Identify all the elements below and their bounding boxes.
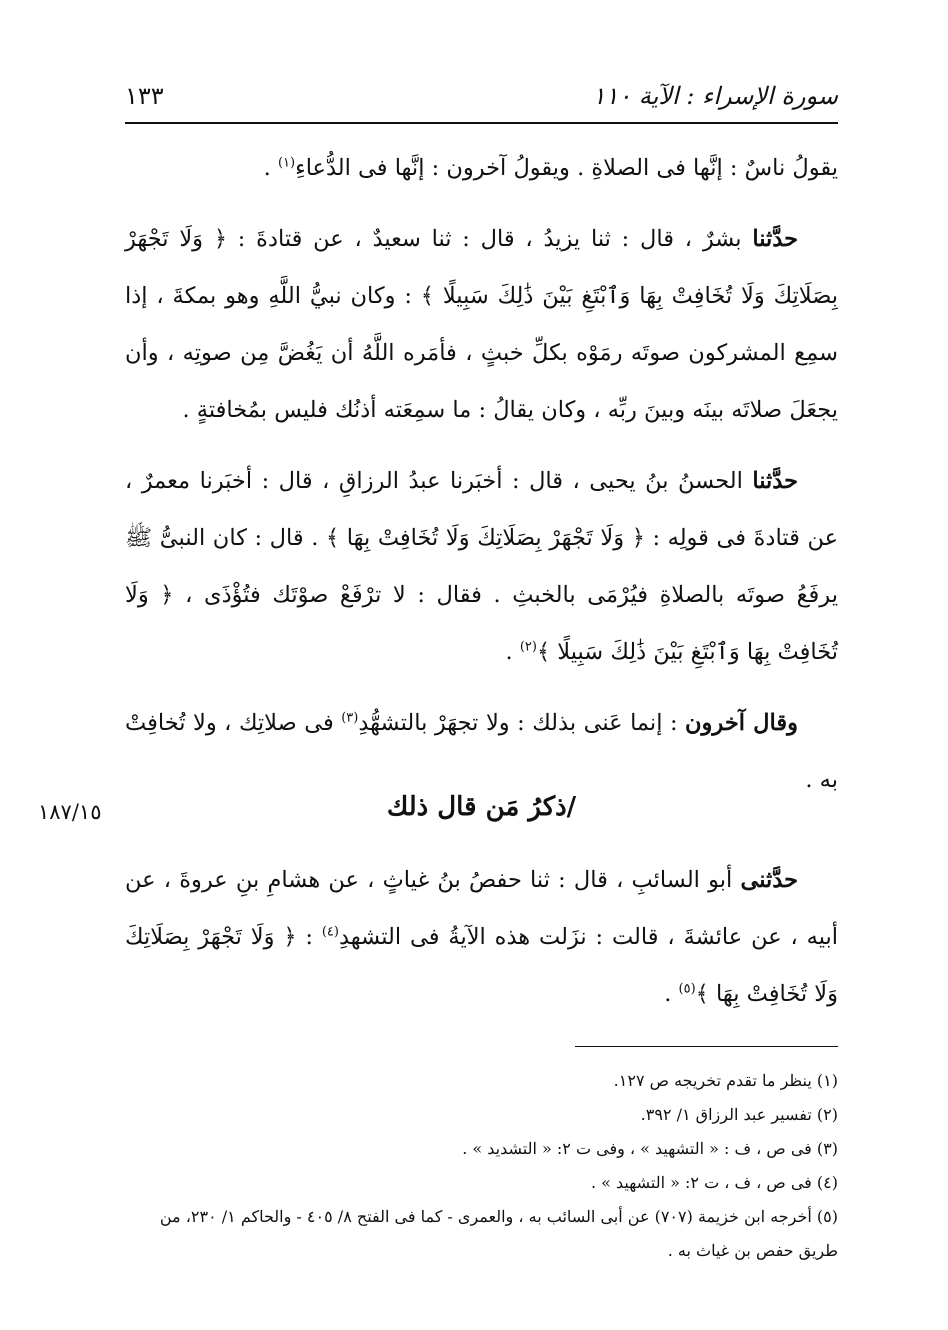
paragraph-2	[125, 211, 838, 439]
running-title: سورة الإسراء : الآية ١١٠	[592, 82, 838, 110]
running-header	[125, 72, 838, 120]
main-text	[125, 140, 838, 823]
paragraph-lead: وقال آخرون	[685, 710, 798, 736]
paragraph-tail: .	[664, 981, 679, 1007]
paragraph-3	[125, 453, 838, 681]
footnote-marker: (٥)	[678, 981, 696, 997]
footnote-4: (٤) فى ص ، ف ، ت ٢: « التشهيد » .	[590, 1173, 838, 1192]
section-heading: /ذكرُ مَن قال ذلك	[386, 792, 577, 822]
footnote-2: (٢) تفسير عبد الرزاق ١/ ٣٩٢.	[640, 1105, 838, 1124]
paragraph-5	[125, 852, 838, 1023]
paragraph-1	[125, 140, 838, 197]
paragraph-tail: فى صلاتِك ، ولا تُخافِتْ به .	[125, 710, 838, 793]
section-text	[125, 852, 838, 1023]
paragraph-lead: حدَّثنى	[740, 867, 798, 893]
margin-reference: ١٨٧/١٥	[38, 800, 102, 824]
footnote-marker: (٤)	[321, 924, 339, 940]
page-number: ١٣٣	[125, 82, 164, 110]
paragraph-quote: : ﴿ وَلَا تَجْهَرْ بِصَلَاتِكَ وَلَا تُخَافِتْ بِهَا ﴾	[125, 924, 838, 1007]
paragraph-tail: .	[505, 639, 520, 665]
paragraph-text: بشرٌ ، قال : ثنا يزيدُ ، قال : ثنا سعيدٌ ، عن قتادةَ : ﴿ وَلَا تَجْهَرْ بِصَلَاتِكَ وَلَا تُخَافِتْ بِهَا وَٱبْتَغِ بَيْنَ ذَٰلِكَ سَبِيلًا ﴾ : وكان نبيُّ اللَّهِ وهو بمكةَ ، إذا سمِع المشركون صوتَه رمَوْه بكلِّ خبثٍ ، فأمَره اللَّهُ أن يَغُضَّ مِن صوتِه ، وأن يجعَلَ صلاتَه بينَه وبينَ ربِّه ، وكان يقالُ : ما سمِعَته أذنُك فليس بمُخافتةٍ .	[125, 226, 838, 423]
footnote-1: (١) ينظر ما تقدم تخريجه ص ١٢٧.	[613, 1071, 838, 1090]
footnote-marker: (٢)	[519, 639, 537, 655]
paragraph-lead: حدَّثنا	[752, 468, 798, 494]
footnote-5: (٥) أخرجه ابن خزيمة (٧٠٧) عن أبى السائب به ، والعمرى - كما فى الفتح ٨/ ٤٠٥ - والحاكم ١/ ٢٣٠، من طريق حفص بن غياث به .	[159, 1207, 838, 1260]
paragraph-lead: حدَّثنا	[752, 226, 798, 252]
footnote-3: (٣) فى ص ، ف : « التشهيد » ، وفى ت ٢: « التشديد » .	[462, 1139, 838, 1158]
paragraph-text: أبو السائبِ ، قال : ثنا حفصُ بنُ غياثٍ ، عن هشامِ بنِ عروةَ ، عن أبيه ، عن عائشةَ ، قالت : نزَلت هذه الآيةُ فى التشهدِ	[125, 867, 838, 950]
footnote-rule	[575, 1046, 838, 1047]
paragraph-text: : إنما عَنى بذلك : ولا تجهَرْ بالتشهُّدِ	[358, 710, 686, 736]
header-rule	[125, 122, 838, 124]
paragraph-text: الحسنُ بنُ يحيى ، قال : أخبَرنا عبدُ الرزاقِ ، قال : أخبَرنا معمرٌ ، عن قتادةَ فى قولِه : ﴿ وَلَا تَجْهَرْ بِصَلَاتِكَ وَلَا تُخَافِتْ بِهَا ﴾ . قال : كان النبىُّ ﷺ يرفَعُ صوتَه بالصلاةِ فيُرْمَى بالخبثِ . فقال : لا ترْفَعْ صوْتَك فتُؤْذَى ، ﴿ وَلَا تُخَافِتْ بِهَا وَٱبْتَغِ بَيْنَ ذَٰلِكَ سَبِيلًا ﴾	[125, 468, 838, 665]
footnote-marker: (٣)	[341, 710, 359, 726]
paragraph-text: يقولُ ناسٌ : إنَّها فى الصلاةِ . ويقولُ آخرون : إنَّها فى الدُّعاءِ	[295, 155, 838, 181]
footnote-marker: (١)	[277, 155, 296, 171]
paragraph-tail: .	[263, 155, 278, 181]
footnotes	[125, 1064, 838, 1268]
